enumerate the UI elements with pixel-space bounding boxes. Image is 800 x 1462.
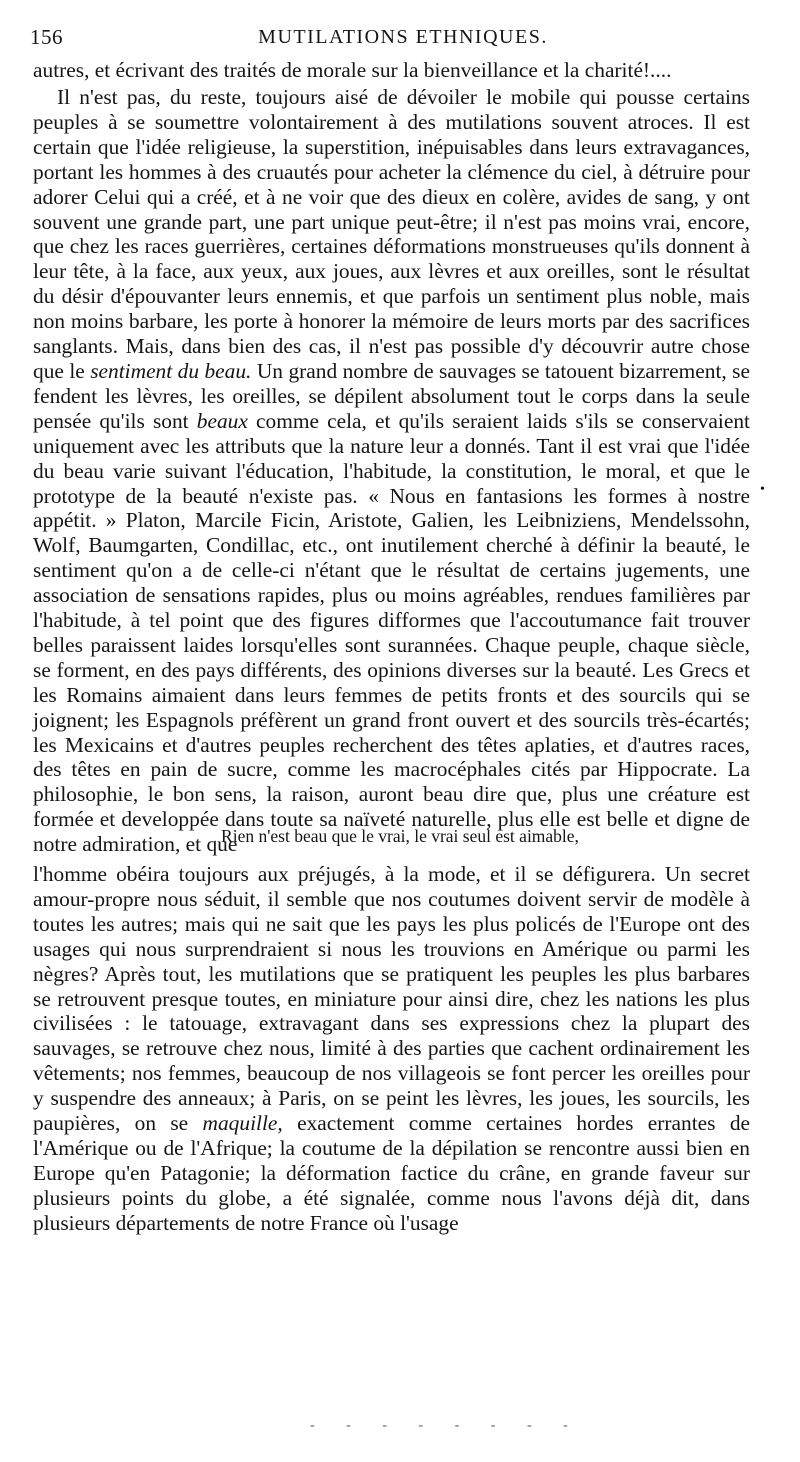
paragraph-beauty-text-b: Un grand nombre de sauvages se tatouent bizarrement, se fendent les lèvres, les oreilles, se dépilent absolument tout le corps dans la seule pensée qu'ils sont: [33, 358, 751, 433]
paragraph-prejudice-text-a: l'homme obéira toujours aux préjugés, à la mode, et il se défigurera. Un secret amour-propre nous séduit, il semble que nos coutumes doivent servir de modèle à toutes les autres; mais qui ne sait que les pays les plus policés de l'Europe ont des usages qui nous surprendraient si nous les trouvions en Amérique ou parmi les nègres? Après tout, les mutilations que se pratiquent les peuples les plus barbares se retrouvent presque toutes, en miniature pour ainsi dire, chez les nations les plus civilisées : le tatouage, extravagant dans ses expressions chez la plupart des sauvages, se retrouve chez nous, limité à des parties que cachent ordinairement les vêtements; nos femmes, beaucoup de nos villageois se font percer les oreilles pour y suspendre des anneaux; à Paris, on se peint les lèvres, les joues, les sourcils, les paupières, on se: [33, 862, 750, 1136]
italic-maquille: maquille,: [202, 1111, 283, 1136]
italic-sentiment-du-beau: sentiment du beau.: [90, 358, 252, 383]
paragraph-prejudice: [33, 862, 750, 1236]
paragraph-beauty-text-c: comme cela, et qu'ils seraient laids s'ils se conservaient uniquement avec les attributs que la nature leur a donnés. Tant il est vrai que l'idée du beau varie suivant l'éducation, l'habitude, la constitution, le moral, et que le prototype de la beauté n'existe pas. « Nous en fantasions les formes à nostre appétit. » Platon, Marcile Ficin, Aristote, Galien, les Leibniziens, Mendelssohn, Wolf, Baumgarten, Condillac, etc., ont inutilement cherché à définir la beauté, le sentiment qu'on a de celle-ci n'étant que le résultat de certains jugements, une association de sensations rapides, plus ou moins agréables, rendues familières par l'habitude, à tel point que des figures difformes que l'accoutumance fait trouver belles paraissent laides lorsqu'elles sont surannées. Chaque peuple, chaque siècle, se forment, en des pays différents, des opinions diverses sur la beauté. Les Grecs et les Romains aimaient dans leurs femmes de petits fronts et des sourcils qui se joignent; les Espagnols préfèrent un grand front ouvert et des sourcils très-écartés; les Mexicains et d'autres peuples recherchent des têtes aplaties, et d'autres races, des têtes en pain de sucre, comme les macrocéphales cités par Hippocrate. La philosophie, le bon sens, la raison, auront beau dire que, plus une créature est formée et developpée dans toute sa naïveté naturelle, plus elle est belle et digne de notre admiration, et que: [33, 408, 750, 857]
paragraph-beauty: [33, 85, 750, 857]
paragraph-continuation: autres, et écrivant des traités de morale sur la bienveillance et la charité!....: [33, 58, 672, 82]
paragraph-beauty-text-a: Il n'est pas, du reste, toujours aisé de dévoiler le mobile qui pousse certains peuples à se soumettre volontairement à des mutilations souvent atroces. Il est certain que l'idée religieuse, la superstition, inépuisables dans leurs extravagances, portant les hommes à des cruautés pour acheter la clémence du ciel, à détruire pour adorer Celui qui a créé, et à ne voir que des dieux en colère, avides de sang, y ont souvent une grande part, une part unique peut-être; il n'est pas moins vrai, encore, que chez les races guerrières, certaines déformations monstrueuses qu'ils donnent à leur tête, à la face, aux yeux, aux joues, aux lèvres et aux oreilles, sont le résultat du désir d'épouvanter leurs ennemis, et que parfois un sentiment plus noble, mais non moins barbare, les porte à honorer la mémoire de leurs morts par des sacrifices sanglants. Mais, dans bien des cas, il n'est pas possible d'y découvrir autre chose que le: [33, 85, 750, 383]
italic-beaux: beaux: [196, 408, 248, 433]
running-title: MUTILATIONS ETHNIQUES.: [258, 26, 548, 48]
verse-quote: Rien n'est beau que le vrai, le vrai seul est aimable,: [221, 826, 579, 846]
page-header: [30, 24, 760, 50]
paragraph-prejudice-text-b: exactement comme certaines hordes errantes de l'Amérique ou de l'Afrique; la coutume de la dépilation se rencontre aussi bien en Europe qu'en Patagonie; la déformation factice du crâne, en grande faveur sur plusieurs points du globe, a été signalée, comme nous l'avons déjà dit, dans plusieurs départements de notre France où l'usage: [33, 1111, 751, 1235]
margin-dot-mark: •: [760, 482, 765, 497]
footer-print-marks: - - - - - - - -: [310, 1418, 582, 1433]
page-number: 156: [30, 25, 63, 49]
